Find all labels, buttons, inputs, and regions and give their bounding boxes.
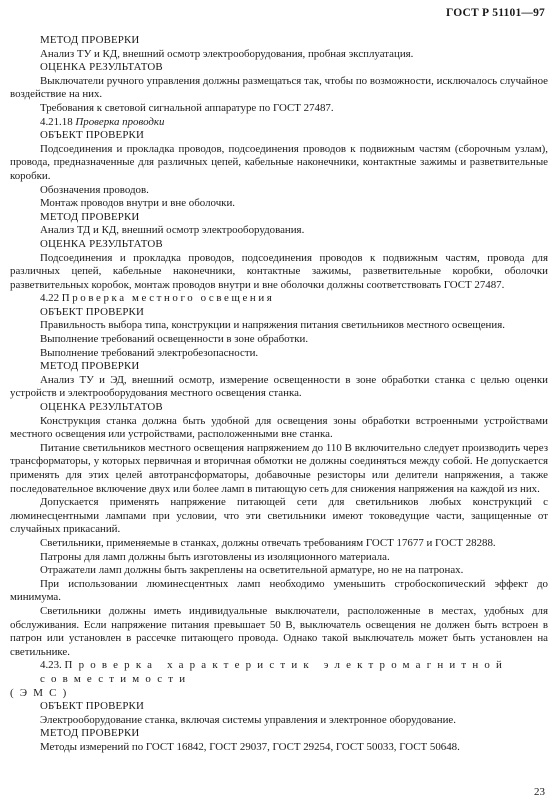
section-heading-4-23 — [10, 659, 548, 686]
results-heading: ОЦЕНКА РЕЗУЛЬТАТОВ — [40, 61, 163, 74]
page-number: 23 — [534, 786, 545, 798]
results-heading: ОЦЕНКА РЕЗУЛЬТАТОВ — [40, 237, 163, 250]
object-heading: ОБЪЕКТ ПРОВЕРКИ — [40, 305, 144, 318]
paragraph: Светильники, применяемые в станках, должны отвечать требованиям ГОСТ 17677 и ГОСТ 28288. — [40, 536, 496, 549]
paragraph: Обозначения проводов. — [40, 183, 149, 196]
paragraph: Патроны для ламп должны быть изготовлены из изоляционного материала. — [40, 550, 390, 563]
paragraph: Анализ ТУ и КД, внешний осмотр электрооборудования, пробная эксплуатация. — [40, 47, 414, 60]
paragraph: Выполнение требований электробезопасности. — [40, 346, 259, 359]
section-title: Проверка местного освещения — [61, 292, 275, 305]
method-heading: МЕТОД ПРОВЕРКИ — [40, 360, 140, 373]
paragraph: Подсоединения и прокладка проводов, подсоединения проводов к подвижным частям (сборочным узлам), провода, предназначенные для различных цепей, кабельные наконечники, контактные зажимы и разветвительные коробки. — [10, 142, 548, 182]
paragraph: Анализ ТД и КД, внешний осмотр электрооборудования. — [40, 224, 305, 237]
section-number: 4.22 — [40, 292, 60, 305]
section-heading-4-22 — [10, 292, 548, 306]
document-body — [10, 34, 548, 754]
section-title: Проверка характеристик электромагнитной совместимости — [40, 659, 509, 685]
paragraph: Выполнение требований освещенности в зоне обработки. — [40, 333, 309, 346]
paragraph: Подсоединения и прокладка проводов, подсоединения проводов к подвижным частям, провода для различных цепей, кабельные наконечники, контактные зажимы, разветвительные коробки, оболочки разветвительных коробок, монтаж проводов внутри и вне оболочки должны соответствовать ГОСТ 27487. — [10, 251, 548, 291]
paragraph: Электрооборудование станка, включая системы управления и электронное оборудование. — [40, 713, 456, 726]
method-heading: МЕТОД ПРОВЕРКИ — [40, 34, 140, 46]
method-heading: МЕТОД ПРОВЕРКИ — [40, 727, 140, 740]
object-heading: ОБЪЕКТ ПРОВЕРКИ — [40, 700, 144, 713]
paragraph: При использовании люминесцентных ламп необходимо уменьшить стробоскопический эффект до минимума. — [10, 577, 548, 604]
paragraph: Выключатели ручного управления должны размещаться так, чтобы по возможности, исключалось случайное воздействие на них. — [10, 74, 548, 101]
paragraph: Отражатели ламп должны быть закреплены на осветительной арматуре, но не на патронах. — [40, 564, 464, 577]
results-heading: ОЦЕНКА РЕЗУЛЬТАТОВ — [40, 401, 163, 414]
section-number: 4.21.18 — [40, 115, 73, 128]
paragraph: Светильники должны иметь индивидуальные выключатели, расположенные в местах, удобных для обслуживания. Если напряжение питания превышает 50 В, выключатель освещения не должен быть встроен в патрон или установлен в рассечке питающего провода. Однако такой выключатель может быть установлен на светильнике. — [10, 604, 548, 658]
paragraph: Монтаж проводов внутри и вне оболочки. — [40, 197, 236, 210]
section-number: 4.23. — [40, 659, 62, 672]
paragraph: Требования к световой сигнальной аппаратуре по ГОСТ 27487. — [40, 101, 334, 114]
section-title-continuation: (ЭМС) — [10, 686, 73, 699]
paragraph: Анализ ТУ и ЭД, внешний осмотр, измерение освещенности в зоне обработки станка с целью оценки устройств и электрооборудования местного освещения станка. — [10, 373, 548, 400]
paragraph: Методы измерений по ГОСТ 16842, ГОСТ 29037, ГОСТ 29254, ГОСТ 50033, ГОСТ 50648. — [40, 740, 460, 753]
section-heading-4-21-18 — [10, 116, 548, 130]
paragraph: Правильность выбора типа, конструкции и напряжения питания светильников местного освещения. — [40, 319, 505, 332]
document-header: ГОСТ Р 51101—97 — [446, 7, 545, 19]
method-heading: МЕТОД ПРОВЕРКИ — [40, 210, 140, 223]
object-heading: ОБЪЕКТ ПРОВЕРКИ — [40, 129, 144, 142]
section-title: Проверка проводки — [75, 115, 165, 128]
paragraph: Питание светильников местного освещения напряжением до 110 В включительно следует производить через трансформаторы, у которых первичная и вторичная обмотки не должны соединяться между собой. Не допускается применять для этих целей автотрансформаторы, добавочные резисторы или делители напряжения, а также последовательное включение двух или более ламп в питающую сеть для снижения напряжения на каждой из них. — [10, 441, 548, 495]
paragraph: Допускается применять напряжение питающей сети для светильников любых конструкций с люминесцентными лампами при условии, что эти светильники имеют токоведущие части, защищенные от случайных прикасаний. — [10, 496, 548, 536]
paragraph: Конструкция станка должна быть удобной для освещения зоны обработки встроенными устройствами местного освещения или устройствами, расположенными вне станка. — [10, 414, 548, 441]
